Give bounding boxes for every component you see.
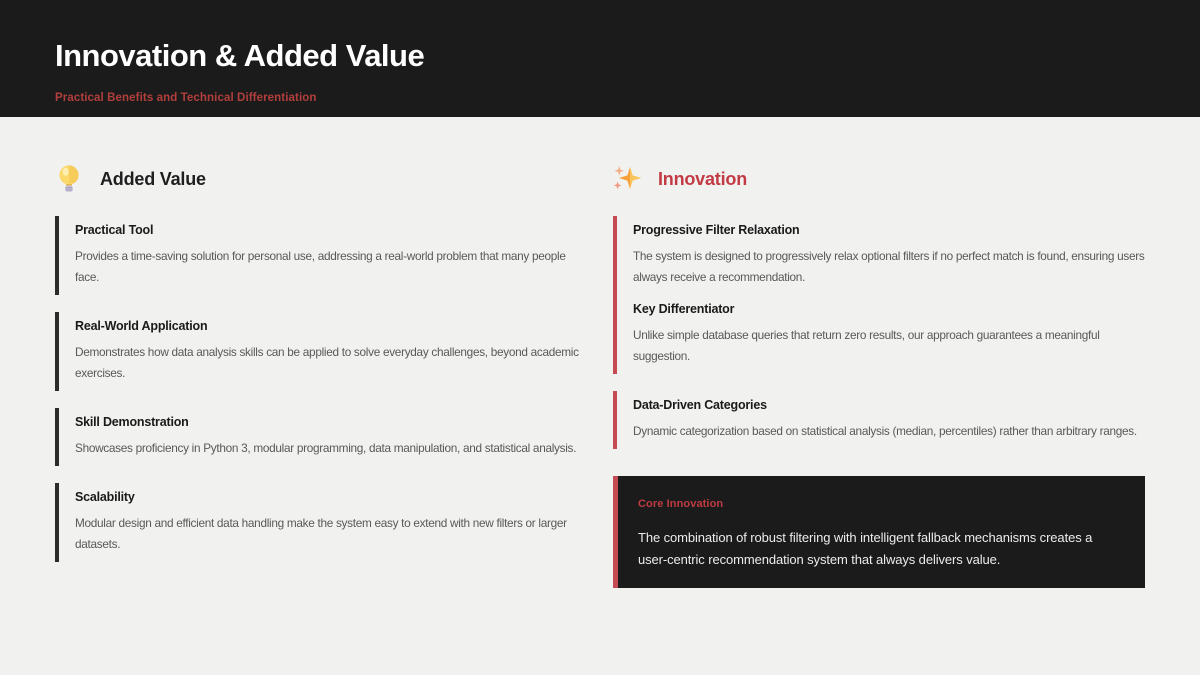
item-title: Practical Tool bbox=[75, 223, 154, 237]
item-title: Progressive Filter Relaxation bbox=[633, 223, 800, 237]
item-description: Dynamic categorization based on statistical analysis (median, percentiles) rather than arbitrary ranges. bbox=[633, 423, 1137, 438]
item-description: Showcases proficiency in Python 3, modular programming, data manipulation, and statistical analysis. bbox=[75, 440, 577, 455]
item-title: Real-World Application bbox=[75, 318, 208, 333]
innovation-header bbox=[613, 163, 1145, 195]
innovation-heading: Innovation bbox=[658, 168, 747, 189]
value-item-skill-demonstration bbox=[55, 408, 587, 466]
sparkles-icon bbox=[613, 164, 641, 194]
added-value-heading: Added Value bbox=[100, 168, 206, 189]
value-item-scalability bbox=[55, 483, 587, 562]
page-subtitle: Practical Benefits and Technical Differentiation bbox=[55, 92, 317, 104]
innovation-column bbox=[613, 163, 1145, 588]
item-description: Unlike simple database queries that return zero results, our approach guarantees a meaningful suggestion. bbox=[633, 327, 1100, 363]
page-title: Innovation & Added Value bbox=[55, 38, 425, 73]
item-description: Demonstrates how data analysis skills can be applied to solve everyday challenges, beyond academic exercises. bbox=[75, 344, 579, 380]
innovation-item-progressive-filter-relaxation bbox=[613, 216, 1145, 295]
innovation-item-key-differentiator bbox=[613, 295, 1145, 374]
item-title: Skill Demonstration bbox=[75, 414, 189, 429]
core-innovation-box bbox=[613, 476, 1145, 588]
slide-header bbox=[0, 0, 1200, 117]
lightbulb-icon bbox=[55, 164, 83, 194]
value-item-practical-tool bbox=[55, 216, 587, 295]
added-value-header bbox=[55, 163, 587, 195]
item-title: Data-Driven Categories bbox=[633, 397, 767, 412]
value-item-real-world-application bbox=[55, 312, 587, 391]
item-description: Modular design and efficient data handling make the system easy to extend with new filters or larger datasets. bbox=[75, 515, 567, 551]
added-value-column bbox=[55, 163, 587, 588]
item-description: The system is designed to progressively relax optional filters if no perfect match is found, ensuring users always receive a recommendation. bbox=[633, 249, 1145, 284]
item-description: Provides a time-saving solution for personal use, addressing a real-world problem that many people face. bbox=[75, 249, 566, 284]
slide-body bbox=[0, 117, 1200, 588]
item-title: Scalability bbox=[75, 489, 135, 504]
core-innovation-text: The combination of robust filtering with intelligent fallback mechanisms creates a user-centric recommendation system that always delivers value. bbox=[638, 529, 1093, 567]
item-title: Key Differentiator bbox=[633, 301, 735, 316]
innovation-item-data-driven-categories bbox=[613, 391, 1145, 449]
core-innovation-label: Core Innovation bbox=[638, 497, 724, 510]
